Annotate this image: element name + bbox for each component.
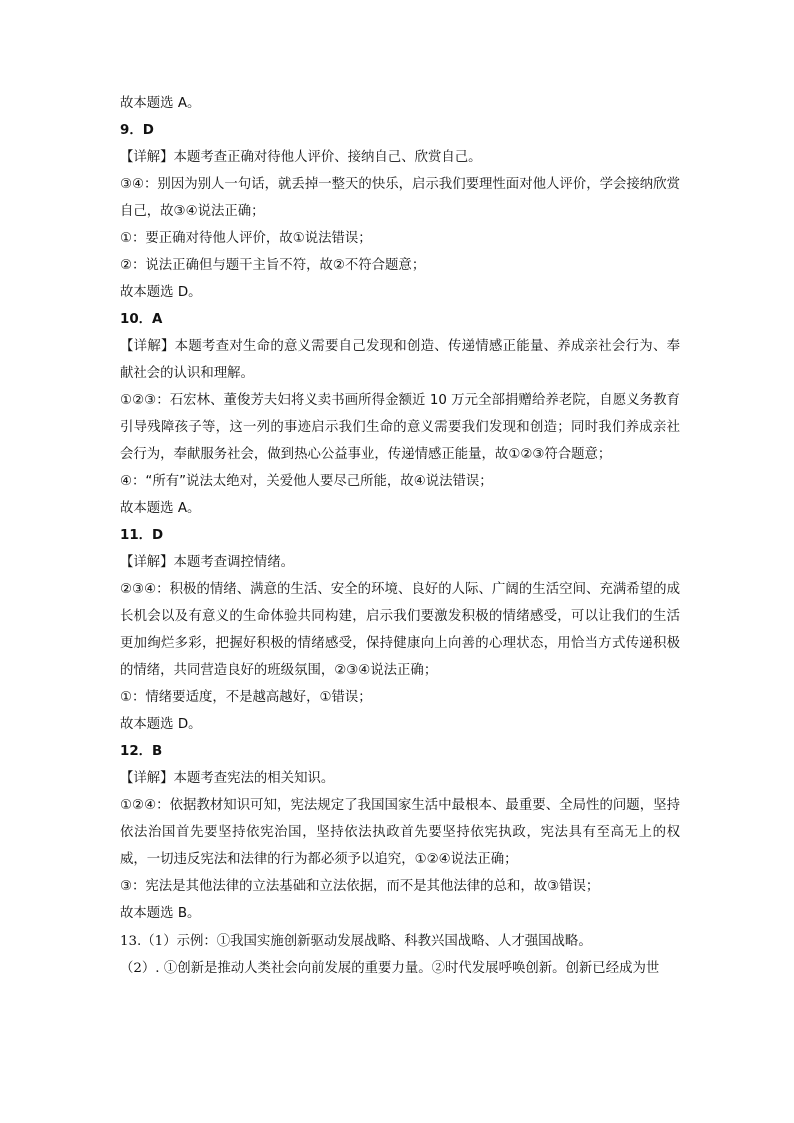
explanation-line: ①：情绪要适度，不是越高越好，①错误；	[120, 690, 372, 705]
answer-line: 故本题选 B。	[120, 906, 201, 921]
explanation-line: ②：说法正确但与题干主旨不符，故②不符合题意；	[120, 258, 426, 273]
question-number: 9．D	[120, 123, 154, 138]
answer-line: 故本题选 A。	[120, 96, 201, 111]
question-number: 11．D	[120, 528, 164, 543]
explanation-line: ④：“所有”说法太绝对，关爱他人要尽己所能，故④说法错误；	[120, 474, 493, 489]
explanation-heading: 【详解】本题考查调控情绪。	[120, 555, 295, 570]
explanation-heading: 【详解】本题考查正确对待他人评价、接纳自己、欣赏自己。	[120, 150, 482, 165]
answer-content	[120, 90, 680, 981]
question-13-part-2: （2）. ①创新是推动人类社会向前发展的重要力量。②时代发展呼唤创新。创新已经成为世	[120, 961, 660, 976]
question-13-part-1: 13.（1）示例：①我国实施创新驱动发展战略、科教兴国战略、人才强国战略。	[120, 934, 592, 949]
explanation-heading: 【详解】本题考查宪法的相关知识。	[120, 771, 335, 786]
answer-line: 故本题选 A。	[120, 501, 201, 516]
explanation-paragraph: ③④：别因为别人一句话，就丢掉一整天的快乐，启示我们要理性面对他人评价，学会接纳欣赏自己，故③④说法正确；	[120, 177, 680, 219]
answer-line: 故本题选 D。	[120, 717, 202, 732]
question-number: 12．B	[120, 744, 163, 759]
answer-line: 故本题选 D。	[120, 285, 202, 300]
explanation-paragraph: ①②③：石宏林、董俊芳夫妇将义卖书画所得金额近 10 万元全部捐赠给养老院，自愿义务教育引导残障孩子等，这一列的事迹启示我们生命的意义需要我们发现和创造；同时我们养成亲社会行为，奉献服务社会，做到热心公益事业，传递情感正能量，故①②③符合题意；	[120, 393, 680, 462]
explanation-heading: 【详解】本题考查对生命的意义需要自己发现和创造、传递情感正能量、养成亲社会行为、奉献社会的认识和理解。	[120, 339, 680, 381]
question-number: 10．A	[120, 312, 163, 327]
explanation-line: ①：要正确对待他人评价，故①说法错误；	[120, 231, 372, 246]
explanation-paragraph: ①②④：依据教材知识可知，宪法规定了我国国家生活中最根本、最重要、全局性的问题，坚持依法治国首先要坚持依宪治国，坚持依法执政首先要坚持依宪执政，宪法具有至高无上的权威，一切违反宪法和法律的行为都必须予以追究，①②④说法正确；	[120, 798, 680, 867]
explanation-paragraph: ②③④：积极的情绪、满意的生活、安全的环境、良好的人际、广阔的生活空间、充满希望的成长机会以及有意义的生命体验共同构建，启示我们要激发积极的情绪感受，可以让我们的生活更加绚烂多彩，把握好积极的情绪感受，保持健康向上向善的心理状态，用恰当方式传递积极的情绪，共同营造良好的班级氛围，②③④说法正确；	[120, 582, 680, 678]
explanation-line: ③：宪法是其他法律的立法基础和立法依据，而不是其他法律的总和，故③错误；	[120, 879, 600, 894]
